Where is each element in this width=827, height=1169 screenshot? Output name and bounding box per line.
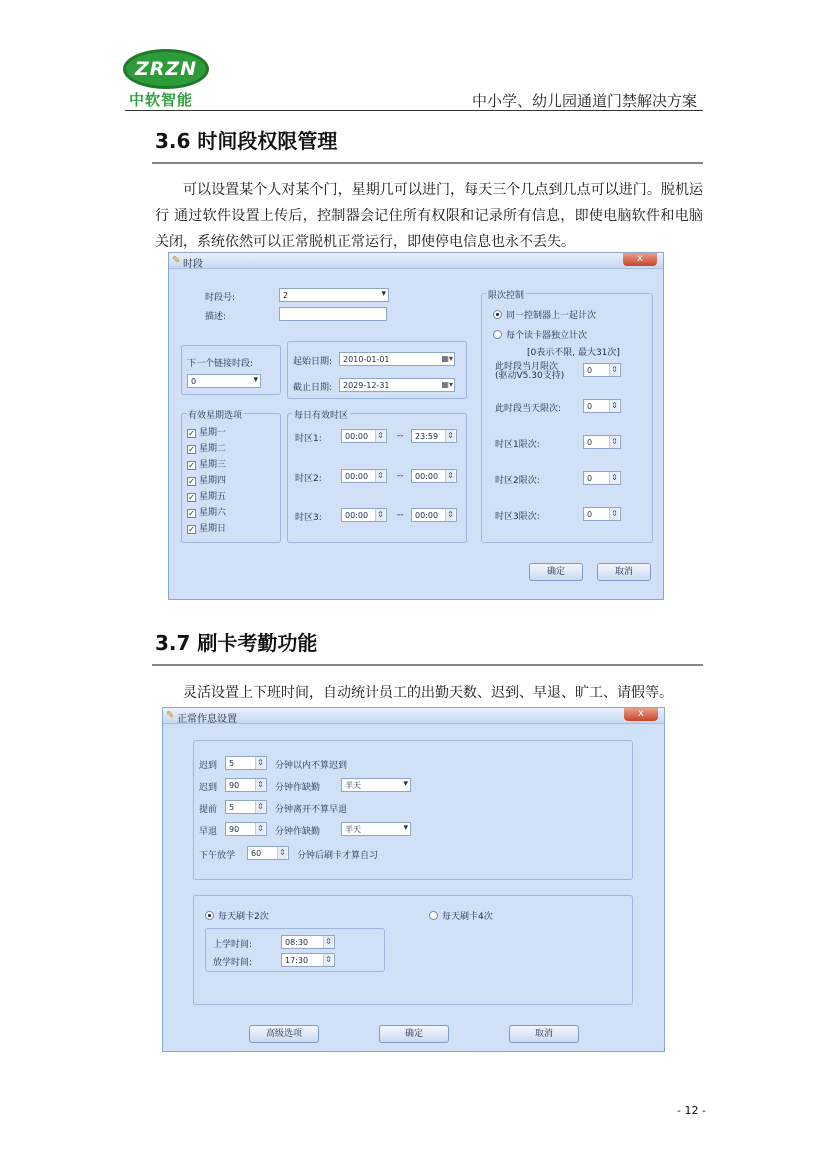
radio-icon xyxy=(493,330,502,339)
section-title-3-6: 3.6 时间段权限管理 xyxy=(155,129,338,153)
radio-per-reader-count[interactable] xyxy=(493,328,587,341)
rule-label: 提前 xyxy=(199,805,218,815)
radio-label: 每天刷卡4次 xyxy=(442,912,493,922)
zone-limit-input[interactable]: 0 ⇕ xyxy=(583,471,621,485)
rule-suffix: 分钟离开不算早退 xyxy=(275,805,348,815)
weekday-label: 星期五 xyxy=(199,492,227,502)
cancel-button[interactable]: 取消 xyxy=(597,563,651,581)
ok-button[interactable]: 确定 xyxy=(379,1025,449,1043)
checkbox-icon: ✓ xyxy=(188,461,195,470)
zone-limit-label: 时区1限次: xyxy=(495,440,540,450)
radio-shared-count[interactable] xyxy=(493,308,596,321)
zone-limit-label: 时区2限次: xyxy=(495,476,540,486)
zone-dash: -- xyxy=(397,510,404,520)
radio-label: 同一控制器上一起计次 xyxy=(506,311,597,321)
absence-select[interactable]: 半天 ▾ xyxy=(341,822,411,836)
limit-control-label: 限次控制 xyxy=(486,288,526,301)
schedule-dialog xyxy=(162,707,665,1052)
dialog-titlebar xyxy=(163,708,664,724)
zone-from-time[interactable]: 00:00 ⇕ xyxy=(341,429,387,443)
radio-punch-twice[interactable] xyxy=(205,909,269,922)
dialog-title: 正常作息设置 xyxy=(177,714,237,725)
checkbox-icon: ✓ xyxy=(188,509,195,518)
next-link-select[interactable]: 0 ▾ xyxy=(187,374,261,388)
weekday-checkbox[interactable] xyxy=(187,441,226,454)
rule-label: 下午放学 xyxy=(199,851,236,861)
rule-label: 迟到 xyxy=(199,761,218,771)
zone-from-time[interactable]: 00:00 ⇕ xyxy=(341,469,387,483)
zone-label: 时区3: xyxy=(295,513,322,523)
weekday-checkbox[interactable] xyxy=(187,521,226,534)
checkbox-icon: ✓ xyxy=(188,445,195,454)
header-divider xyxy=(125,110,703,111)
weekday-label: 星期六 xyxy=(199,508,227,518)
weekday-checkbox[interactable] xyxy=(187,489,226,502)
rule-minutes-input[interactable]: 90 ⇕ xyxy=(225,778,267,792)
out-time-input[interactable]: 17:30 ⇕ xyxy=(281,953,335,967)
radio-icon xyxy=(429,911,438,920)
day-limit-label: 此时段当天限次: xyxy=(495,404,562,414)
zone-from-time[interactable]: 00:00 ⇕ xyxy=(341,508,387,522)
period-dialog xyxy=(168,252,664,600)
logo-oval xyxy=(123,49,209,89)
cancel-button[interactable]: 取消 xyxy=(509,1025,579,1043)
weekday-label: 星期日 xyxy=(199,524,227,534)
logo-text: ZRZN xyxy=(134,58,198,80)
rule-minutes-input[interactable]: 60 ⇕ xyxy=(247,846,289,860)
period-no-label: 时段号: xyxy=(205,293,236,303)
start-date-picker[interactable]: 2010-01-01 ▦▾ xyxy=(339,352,455,366)
zone-label: 时区2: xyxy=(295,474,322,484)
rule-label: 早退 xyxy=(199,827,218,837)
in-time-label: 上学时间: xyxy=(213,940,253,950)
month-limit-label-line2: (驱动V5.30支持) xyxy=(495,371,565,381)
rule-label: 迟到 xyxy=(199,783,218,793)
rule-suffix: 分钟作缺勤 xyxy=(275,783,321,793)
zone-label: 时区1: xyxy=(295,434,322,444)
advanced-options-button[interactable]: 高级选项 xyxy=(249,1025,319,1043)
rule-minutes-input[interactable]: 5 ⇕ xyxy=(225,800,267,814)
radio-label: 每个读卡器独立计次 xyxy=(506,331,588,341)
end-date-picker[interactable]: 2029-12-31 ▦▾ xyxy=(339,378,455,392)
document-title: 中小学、幼儿园通道门禁解决方案 xyxy=(471,92,697,110)
section-divider xyxy=(152,664,703,666)
next-link-label: 下一个链接时段: xyxy=(187,359,254,369)
description-input[interactable] xyxy=(279,307,387,321)
page-number: - 12 - xyxy=(677,1104,706,1117)
zone-limit-label: 时区3限次: xyxy=(495,512,540,522)
month-limit-input[interactable]: 0 ⇕ xyxy=(583,363,621,377)
section-title-3-7: 3.7 刷卡考勤功能 xyxy=(155,631,318,655)
checkbox-icon: ✓ xyxy=(188,429,195,438)
section-paragraph: 可以设置某个人对某个门，星期几可以进门，每天三个几点到几点可以进门。脱机运行 通过软件设置上传后，控制器会记住所有权限和记录所有信息，即使电脑软件和电脑关闭，系统依然可以正常脱机正常运行，即使停电信息也永不丢失。 xyxy=(155,182,703,250)
weekday-label: 星期四 xyxy=(199,476,227,486)
dialog-titlebar xyxy=(169,253,663,269)
weekday-label: 星期二 xyxy=(199,444,227,454)
pencil-icon: ✎ xyxy=(172,255,181,266)
checkbox-icon: ✓ xyxy=(188,493,195,502)
radio-selected-icon xyxy=(205,911,214,920)
zone-dash: -- xyxy=(397,471,404,481)
section-divider xyxy=(152,162,703,164)
month-limit-label xyxy=(495,363,564,381)
weekday-checkbox[interactable] xyxy=(187,505,226,518)
radio-punch-four[interactable] xyxy=(429,909,493,922)
radio-selected-icon xyxy=(493,310,502,319)
absence-select[interactable]: 半天 ▾ xyxy=(341,778,411,792)
zone-to-time[interactable]: 00:00 ⇕ xyxy=(411,469,457,483)
zone-dash: -- xyxy=(397,431,404,441)
out-time-label: 放学时间: xyxy=(213,958,253,968)
close-button[interactable]: x xyxy=(623,253,657,266)
zone-limit-input[interactable]: 0 ⇕ xyxy=(583,507,621,521)
rule-minutes-input[interactable]: 5 ⇕ xyxy=(225,756,267,770)
month-limit-label-line1: 此时段当月限次 xyxy=(495,362,559,372)
logo-chinese-name: 中软智能 xyxy=(129,91,194,109)
checkbox-icon: ✓ xyxy=(188,525,195,534)
in-time-input[interactable]: 08:30 ⇕ xyxy=(281,935,335,949)
end-date-label: 截止日期: xyxy=(293,383,333,393)
weekday-checkbox[interactable] xyxy=(187,425,226,438)
weekday-label: 星期三 xyxy=(199,460,227,470)
limit-note: [0表示不限, 最大31次] xyxy=(527,348,620,358)
zone-limit-input[interactable]: 0 ⇕ xyxy=(583,435,621,449)
rule-suffix: 分钟作缺勤 xyxy=(275,827,321,837)
dialog-title: 时段 xyxy=(183,259,203,270)
weekday-label: 星期一 xyxy=(199,428,227,438)
rule-minutes-input[interactable]: 90 ⇕ xyxy=(225,822,267,836)
weekday-checkbox[interactable] xyxy=(187,457,226,470)
section-paragraph: 灵活设置上下班时间，自动统计员工的出勤天数、迟到、早退、旷工、请假等。 xyxy=(183,685,673,701)
zone-to-time[interactable]: 00:00 ⇕ xyxy=(411,508,457,522)
description-label: 描述: xyxy=(205,312,227,322)
rule-suffix: 分钟以内不算迟到 xyxy=(275,761,348,771)
ok-button[interactable]: 确定 xyxy=(529,563,583,581)
day-limit-input[interactable]: 0 ⇕ xyxy=(583,399,621,413)
radio-label: 每天刷卡2次 xyxy=(218,912,269,922)
zone-to-time[interactable]: 23:59 ⇕ xyxy=(411,429,457,443)
daily-zones-label: 每日有效时区 xyxy=(292,408,350,421)
weekday-checkbox[interactable] xyxy=(187,473,226,486)
rule-suffix: 分钟后刷卡才算自习 xyxy=(297,851,379,861)
pencil-icon: ✎ xyxy=(166,710,175,721)
weekday-group-label: 有效星期选项 xyxy=(186,408,244,421)
start-date-label: 起始日期: xyxy=(293,357,333,367)
company-logo xyxy=(123,49,209,111)
checkbox-icon: ✓ xyxy=(188,477,195,486)
period-no-select[interactable]: 2 ▾ xyxy=(279,288,389,302)
close-button[interactable]: x xyxy=(624,708,658,721)
